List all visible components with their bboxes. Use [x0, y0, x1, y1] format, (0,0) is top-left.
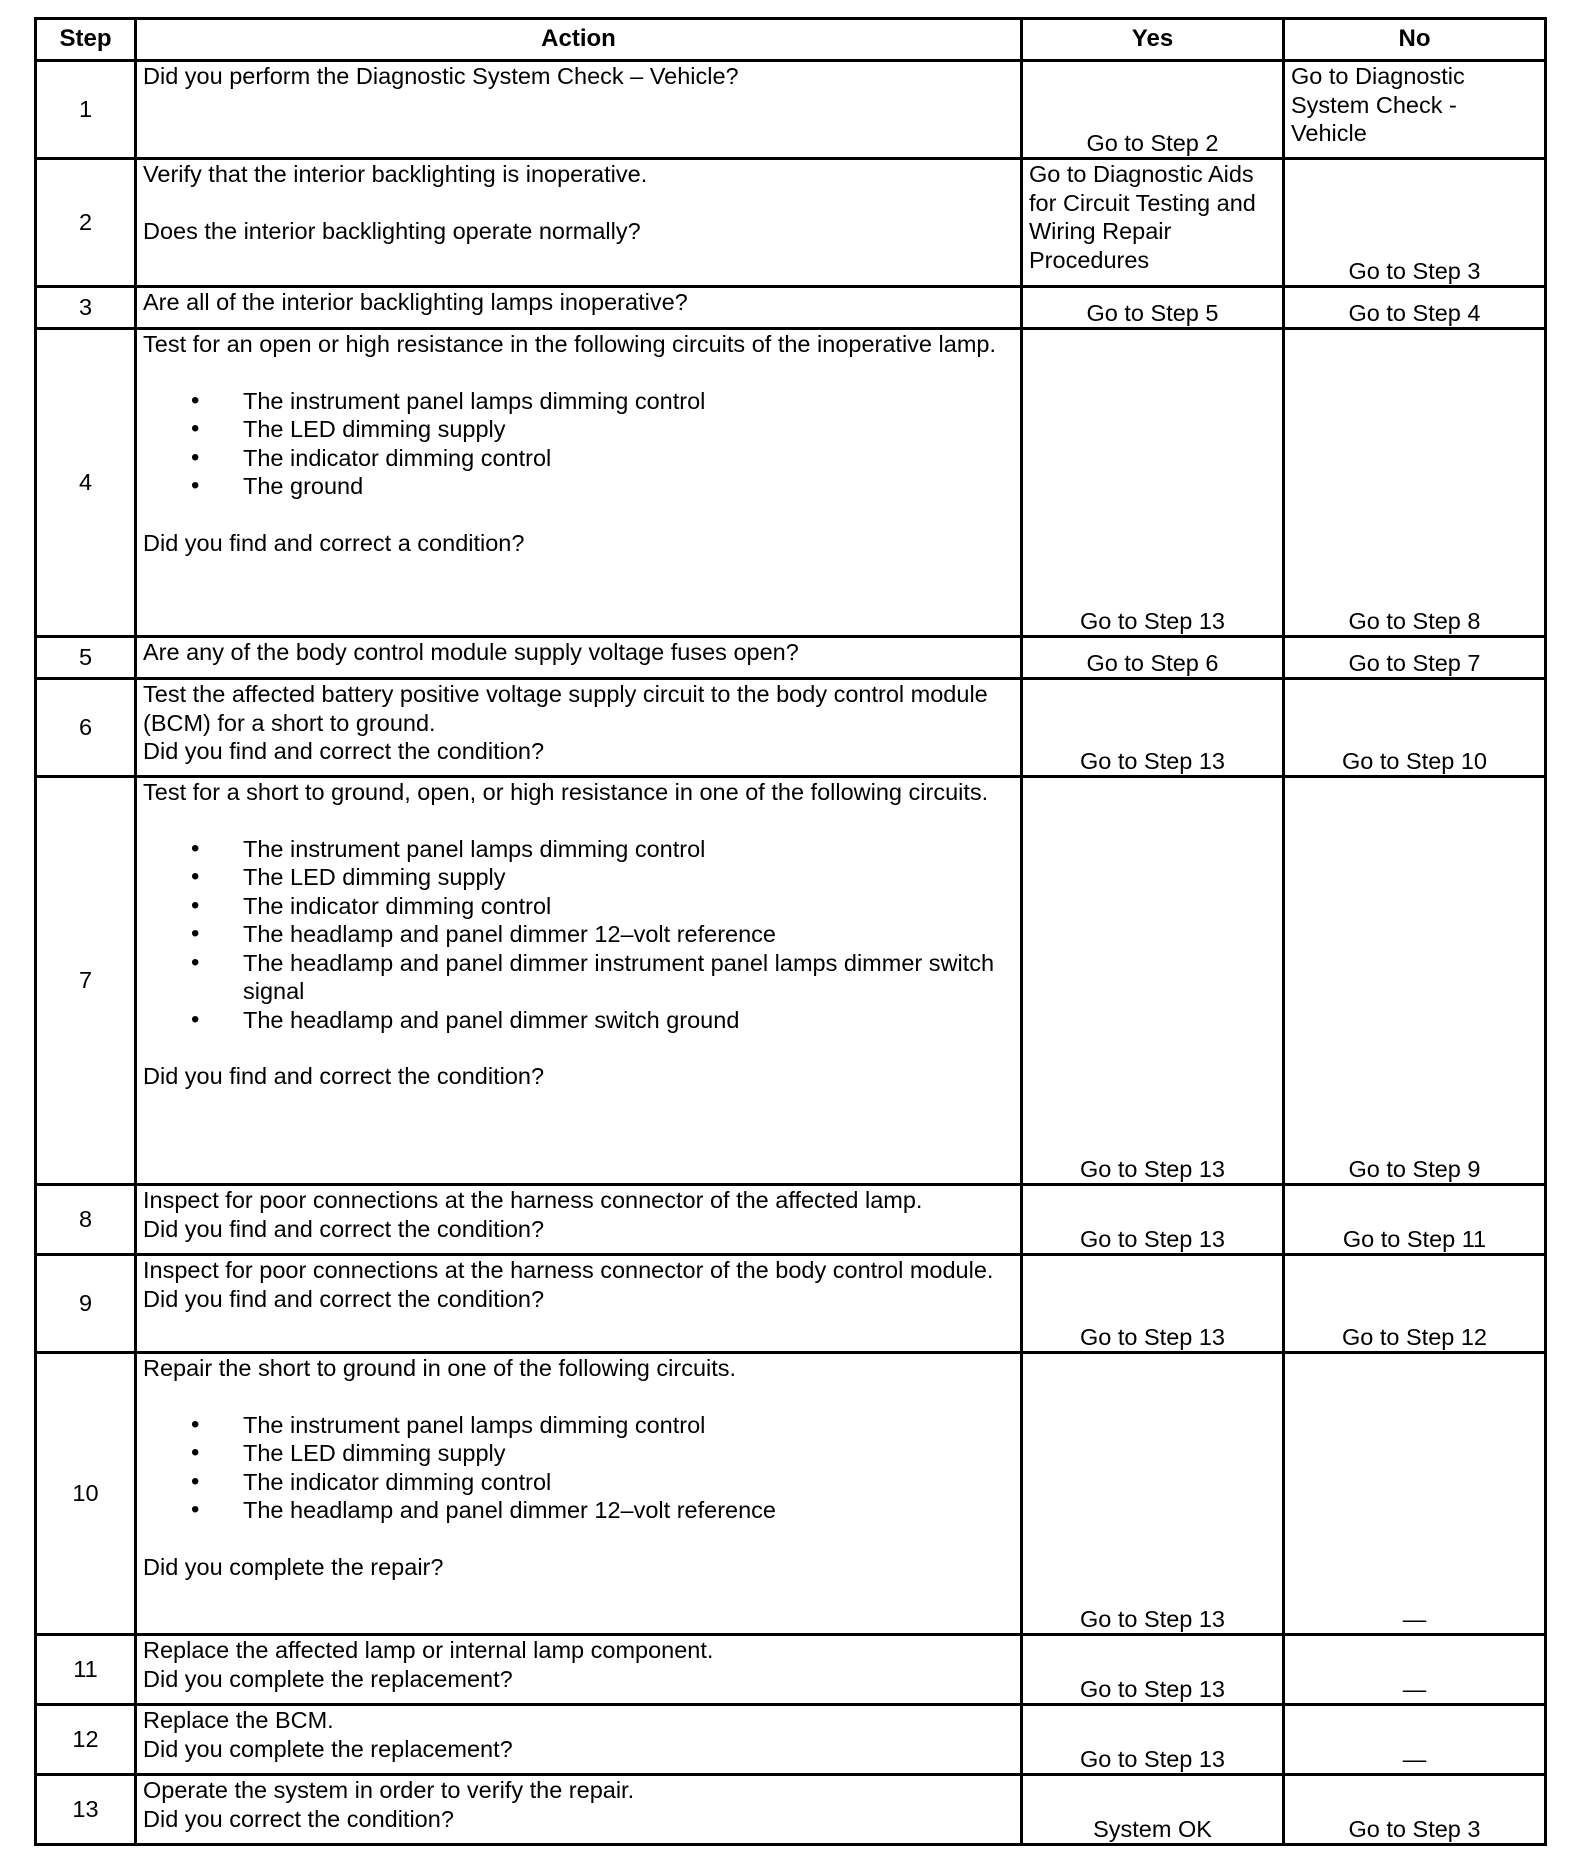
action-text: Did you find and correct the condition? [143, 1215, 545, 1242]
step-number: 13 [36, 1775, 136, 1845]
step-number: 6 [36, 679, 136, 777]
step-number: 7 [36, 777, 136, 1185]
action-text: Test the affected battery positive voltage supply circuit to the body control module (BCM) for a short to ground. [143, 681, 988, 736]
action-text: Inspect for poor connections at the harness connector of the affected lamp. [143, 1187, 923, 1213]
table-row [36, 329, 1546, 637]
list-item: • The headlamp and panel dimmer 12–volt reference [243, 920, 1014, 949]
no-cell: — [1284, 1705, 1546, 1775]
spacer [143, 807, 1014, 835]
header-step: Step [36, 19, 136, 61]
table-row [36, 679, 1546, 777]
spacer [143, 359, 1014, 387]
spacer [143, 501, 1014, 529]
no-cell: Go to Step 10 [1284, 679, 1546, 777]
header-no: No [1284, 19, 1546, 61]
action-cell [136, 159, 1022, 287]
list-item: • The ground [243, 472, 1014, 501]
spacer [143, 1525, 1014, 1553]
action-cell [136, 1775, 1022, 1845]
table-row [36, 1185, 1546, 1255]
yes-cell: Go to Diagnostic Aids for Circuit Testing and Wiring Repair Procedures [1022, 159, 1284, 287]
action-cell [136, 637, 1022, 679]
action-cell [136, 1353, 1022, 1635]
yes-cell: Go to Step 5 [1022, 287, 1284, 329]
step-number: 5 [36, 637, 136, 679]
action-text: Inspect for poor connections at the harness connector of the body control module. [143, 1257, 994, 1283]
table-row [36, 1353, 1546, 1635]
circuit-list [143, 387, 1014, 501]
action-text: Are all of the interior backlighting lamps inoperative? [143, 289, 688, 315]
no-cell: Go to Diagnostic System Check - Vehicle [1284, 61, 1546, 159]
action-question: Did you complete the repair? [143, 1553, 444, 1580]
table-row [36, 777, 1546, 1185]
step-number: 2 [36, 159, 136, 287]
yes-cell: Go to Step 13 [1022, 1255, 1284, 1353]
list-item: • The headlamp and panel dimmer switch ground [243, 1006, 1014, 1035]
list-item: • The headlamp and panel dimmer 12–volt reference [243, 1496, 1014, 1525]
action-text: Did you complete the replacement? [143, 1735, 513, 1762]
action-intro: Repair the short to ground in one of the following circuits. [143, 1355, 737, 1381]
spacer [143, 189, 1014, 217]
step-number: 1 [36, 61, 136, 159]
spacer [143, 1034, 1014, 1062]
table-row [36, 287, 1546, 329]
action-cell [136, 61, 1022, 159]
action-cell [136, 1635, 1022, 1705]
action-text: Operate the system in order to verify the repair. [143, 1777, 635, 1803]
action-text: Did you find and correct the condition? [143, 1285, 545, 1312]
table-row [36, 1255, 1546, 1353]
action-text: Did you complete the replacement? [143, 1665, 513, 1692]
step-number: 9 [36, 1255, 136, 1353]
no-cell: Go to Step 12 [1284, 1255, 1546, 1353]
step-number: 3 [36, 287, 136, 329]
action-question: Did you find and correct a condition? [143, 529, 525, 556]
action-intro: Test for a short to ground, open, or high resistance in one of the following circuits. [143, 779, 989, 805]
list-item: • The indicator dimming control [243, 444, 1014, 473]
step-number: 8 [36, 1185, 136, 1255]
no-cell: — [1284, 1635, 1546, 1705]
step-number: 4 [36, 329, 136, 637]
action-cell [136, 287, 1022, 329]
action-text: Did you correct the condition? [143, 1805, 454, 1832]
list-item: • The instrument panel lamps dimming control [243, 387, 1014, 416]
action-text: Did you find and correct the condition? [143, 738, 545, 764]
no-cell: Go to Step 3 [1284, 159, 1546, 287]
table-row [36, 1635, 1546, 1705]
circuit-list [143, 835, 1014, 1035]
yes-cell: Go to Step 2 [1022, 61, 1284, 159]
action-text: Did you perform the Diagnostic System Check – Vehicle? [143, 63, 739, 89]
action-cell [136, 679, 1022, 777]
action-text: Replace the affected lamp or internal lamp component. [143, 1637, 714, 1663]
action-intro: Verify that the interior backlighting is inoperative. [143, 161, 648, 187]
list-item: • The LED dimming supply [243, 863, 1014, 892]
yes-cell: Go to Step 13 [1022, 1353, 1284, 1635]
action-text: Replace the BCM. [143, 1707, 334, 1733]
list-item: • The headlamp and panel dimmer instrument panel lamps dimmer switch signal [243, 949, 1014, 1006]
header-yes: Yes [1022, 19, 1284, 61]
table-row [36, 1705, 1546, 1775]
action-text: Are any of the body control module supply voltage fuses open? [143, 639, 799, 665]
list-item: • The instrument panel lamps dimming control [243, 1411, 1014, 1440]
step-number: 12 [36, 1705, 136, 1775]
yes-cell: Go to Step 13 [1022, 1185, 1284, 1255]
action-cell [136, 329, 1022, 637]
no-cell: Go to Step 4 [1284, 287, 1546, 329]
table-row [36, 159, 1546, 287]
header-action: Action [136, 19, 1022, 61]
table-row [36, 1775, 1546, 1845]
yes-cell: Go to Step 6 [1022, 637, 1284, 679]
list-item: • The instrument panel lamps dimming control [243, 835, 1014, 864]
action-cell [136, 1705, 1022, 1775]
no-cell: Go to Step 9 [1284, 777, 1546, 1185]
step-number: 10 [36, 1353, 136, 1635]
yes-cell: System OK [1022, 1775, 1284, 1845]
action-question: Did you find and correct the condition? [143, 1063, 545, 1089]
no-cell: Go to Step 11 [1284, 1185, 1546, 1255]
list-item: • The LED dimming supply [243, 415, 1014, 444]
action-question: Does the interior backlighting operate normally? [143, 217, 641, 244]
yes-cell: Go to Step 13 [1022, 679, 1284, 777]
table-row [36, 637, 1546, 679]
yes-cell: Go to Step 13 [1022, 1705, 1284, 1775]
diagnostic-table [34, 17, 1547, 1846]
action-cell [136, 1255, 1022, 1353]
no-cell: — [1284, 1353, 1546, 1635]
no-cell: Go to Step 3 [1284, 1775, 1546, 1845]
list-item: • The LED dimming supply [243, 1439, 1014, 1468]
yes-cell: Go to Step 13 [1022, 777, 1284, 1185]
no-cell: Go to Step 7 [1284, 637, 1546, 679]
action-cell [136, 777, 1022, 1185]
no-cell: Go to Step 8 [1284, 329, 1546, 637]
yes-cell: Go to Step 13 [1022, 1635, 1284, 1705]
yes-cell: Go to Step 13 [1022, 329, 1284, 637]
circuit-list [143, 1411, 1014, 1525]
table-row [36, 61, 1546, 159]
spacer [143, 1383, 1014, 1411]
action-intro: Test for an open or high resistance in the following circuits of the inoperative lamp. [143, 331, 996, 357]
action-cell [136, 1185, 1022, 1255]
header-row [36, 19, 1546, 61]
list-item: • The indicator dimming control [243, 892, 1014, 921]
list-item: • The indicator dimming control [243, 1468, 1014, 1497]
step-number: 11 [36, 1635, 136, 1705]
